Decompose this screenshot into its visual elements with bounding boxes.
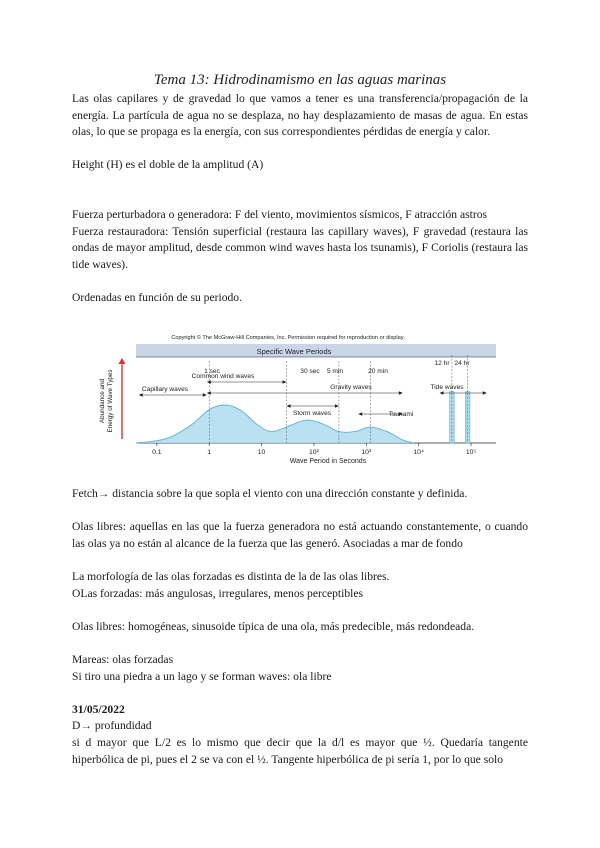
paragraph-tangente: si d mayor que L/2 es lo mismo que decir que la d/l es mayor que ½. Quedaría tangente hiperbólica de pi, pues el 2 se va con el ½. Tangente hiperbólica de pi sería 1, por lo que solo [72, 735, 528, 766]
marker-24-hr-text: 24 hr [454, 360, 470, 367]
copyright-notice: Copyright © The McGraw-Hill Companies, Inc. Permission required for reproduction or display. [171, 335, 405, 341]
paragraph-piedra: Si tiro una piedra a un lago y se forman waves: ola libre [72, 669, 332, 683]
paragraph-height: Height (H) es el doble de la amplitud (A) [72, 158, 264, 172]
common-wind-arrow-head-left [207, 380, 211, 384]
marker-30-sec: 30 sec [300, 368, 320, 375]
common-wind-arrow-head-right [283, 380, 287, 384]
tide-arrow-head-left [439, 391, 443, 395]
x-tick-label: 10 [257, 449, 266, 456]
paragraph-morfologia: La morfología de las olas forzadas es distinta de la de las olas libres. [72, 569, 390, 583]
paragraph-olas-forzadas: OLas forzadas: más angulosas, irregulares, menos perceptibles [72, 586, 364, 600]
x-tick-label: 10² [309, 449, 319, 456]
tide-spike-1 [465, 392, 469, 443]
marker-24-hr [454, 360, 470, 367]
paragraph-olas-libres-forma: Olas libres: homogéneas, sinusoide típica de una ola, más predecible, más redondeada. [72, 619, 475, 633]
gravity-arrow-head-right [399, 391, 403, 395]
marker-20-min: 20 min [368, 368, 388, 375]
capillary-arrow-head-left [139, 393, 143, 397]
x-tick-label: 10⁵ [465, 449, 477, 456]
paragraph-fuerza-perturbadora: Fuerza perturbadora o generadora: F del viento, movimientos sísmicos, F atracción astros [72, 207, 488, 221]
tide-arrow-head-right [483, 391, 487, 395]
paragraph-fetch: Fetch→ distancia sobre la que sopla el viento con una dirección constante y definida. [72, 487, 468, 500]
x-tick-label: 10³ [361, 449, 372, 456]
label-storm-waves-text: Storm waves [292, 410, 332, 417]
paragraph-profundidad: D→ profundidad [72, 719, 152, 733]
wave-periods-chart [98, 331, 500, 473]
x-tick-label: 0.1 [152, 449, 162, 456]
wave-periods-figure [98, 331, 500, 473]
paragraph-ordenadas: Ordenadas en función de su periodo. [72, 290, 242, 304]
paragraph-capillary-gravity: Las olas capilares y de gravedad lo que vamos a tener es una transferencia/propagación de la energía. La partícula de agua no se desplaza, no hay desplazamiento de masas de agua. En estas olas, lo que se propaga es la energía, con sus correspondientes pérdidas de energía y calor. [72, 92, 528, 139]
chart-title: Specific Wave Periods [256, 347, 332, 356]
storm-arrow-head-left [287, 404, 291, 408]
x-tick-label: 10⁴ [413, 449, 424, 456]
marker-12-hr [434, 360, 450, 367]
label-tide-waves: Tide waves [430, 384, 464, 391]
x-tick-label: 1 [207, 449, 212, 456]
label-gravity-waves: Gravity waves [330, 384, 372, 391]
tide-spike-0 [450, 392, 454, 443]
label-storm-waves [293, 410, 332, 417]
y-axis-label-line2: Energy of Wave Types [107, 369, 114, 433]
document-page [72, 72, 528, 307]
marker-12-hr-text: 12 hr [434, 360, 450, 367]
storm-arrow-head-right [335, 404, 339, 408]
document-page-lower [72, 486, 528, 768]
marker-5-min: 5 min [326, 368, 344, 375]
x-axis-label: Wave Period in Seconds [289, 458, 367, 465]
label-capillary-waves: Capillary waves [141, 386, 189, 393]
y-axis-label-line1: Abundance and [99, 378, 106, 424]
paragraph-fuerza-restauradora: Fuerza restauradora: Tensión superficial (restaura las capillary waves), F gravedad (restaura las ondas de mayor amplitud, desde common wind waves hasta los tsunamis), F Coriolis (restaura las tide waves). [72, 224, 528, 271]
date-heading: 31/05/2022 [72, 702, 125, 716]
y-axis-arrow-head [119, 358, 126, 364]
energy-area [136, 405, 414, 443]
gravity-arrow-head-left [207, 391, 211, 395]
paragraph-olas-libres: Olas libres: aquellas en las que la fuerza generadora no está actuando constantemente, o cuando las olas ya no están al alcance de la fuerza que las generó. Asociadas a mar de fondo [72, 520, 528, 550]
capillary-arrow-head-right [203, 393, 207, 397]
paragraph-mareas: Mareas: olas forzadas [72, 652, 174, 666]
marker-1-sec: 1 sec [204, 368, 220, 375]
page-title: Tema 13: Hidrodinamismo en las aguas marinas [153, 72, 447, 88]
label-tsunami: Tsunami [388, 411, 414, 418]
label-common-wind-waves: Common wind waves [191, 373, 255, 380]
tsunami-arrow-head-left [358, 412, 362, 416]
